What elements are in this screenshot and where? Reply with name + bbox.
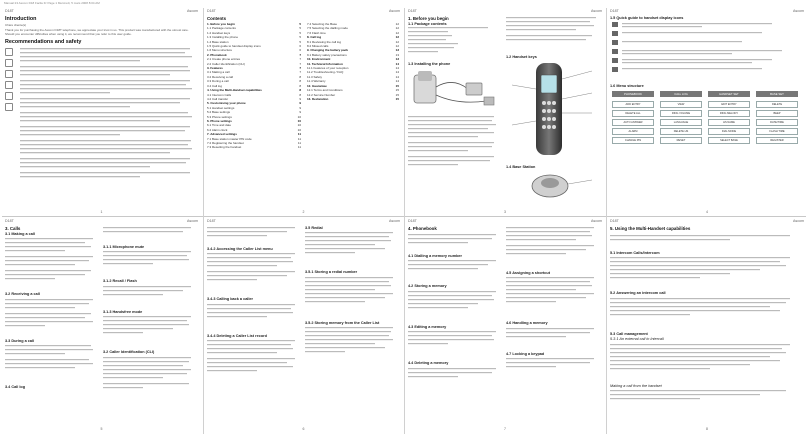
toc-entry-label: 11.4 Warranty <box>307 79 326 84</box>
page-header <box>5 9 198 15</box>
page-number: 1 <box>100 210 103 214</box>
toc-entry-label: 2. Phonebook <box>207 52 227 57</box>
battery-icon <box>5 70 13 78</box>
storing-memory-text <box>408 289 500 319</box>
toc-column-2 <box>307 22 399 150</box>
toc-entry-label: 8. Call log <box>307 35 322 40</box>
menu-item-box: RING VOLUME <box>660 110 702 117</box>
menu-item-box: RING MELODY <box>708 110 750 117</box>
handsfree-heading: 3.1.3 Handsfree mode <box>103 309 143 314</box>
header-brand: Ascom <box>389 9 400 13</box>
toc-entry-page: 12 <box>395 26 399 31</box>
header-model: D18T <box>5 9 14 13</box>
toc-entry-page: 7 <box>299 57 301 62</box>
toc-entry-label: 5.1 Handset settings <box>207 105 235 110</box>
toc-entry-page: 8 <box>299 74 301 79</box>
receiving-call-text <box>5 297 97 333</box>
menu-item-box: CHANGE PIN <box>612 137 654 144</box>
menu-item-box: FLASH TIME <box>756 128 798 135</box>
toc-entry-label: 11.1 Features of your reception <box>307 66 349 71</box>
toc-entry-label: 11.3 Safety <box>307 74 322 79</box>
toc-entry-page: 15 <box>395 83 399 88</box>
toc-entry-page: 11 <box>297 140 301 145</box>
header-model: D18T <box>207 219 216 223</box>
intro-sub: Chère cliente(s) <box>5 23 27 28</box>
caller-id-text <box>103 355 195 395</box>
toc-entry-label: 7.1 Base station master PIN code <box>207 136 252 141</box>
header-brand: Ascom <box>187 219 198 223</box>
toc-entry-page: 8 <box>299 88 301 93</box>
toc-entry-label: 1.5 Quick guide to handset display icons <box>207 44 261 49</box>
toc-entry-page: 15 <box>395 96 399 101</box>
toc-entry-label: 7.4 Selecting the Base <box>307 22 338 26</box>
page-header <box>207 9 400 15</box>
safety-text-block <box>20 46 198 186</box>
toc-entry-page: 14 <box>395 66 399 71</box>
making-call-handset-heading: Making a call from the handset <box>610 383 662 388</box>
toc-entry-label: 7.6 Flash time <box>307 30 326 35</box>
toc-entry-label: 6. Phone settings <box>207 118 232 123</box>
phonebook-title: 4. Phonebook <box>408 226 437 231</box>
toc-entry-label: 13. Declaration <box>307 96 329 101</box>
toc-entry-page: 5 <box>299 22 301 26</box>
caller-id-heading: 3.2 Caller Identification (CLI) <box>103 350 155 355</box>
header-brand: Ascom <box>793 9 804 13</box>
menu-item-box: DELETE <box>756 101 798 108</box>
toc-entry-label: 3.2 Receiving a call <box>207 74 234 79</box>
contents-title: Contents <box>207 16 227 21</box>
warning-icon <box>5 81 13 89</box>
page-4 <box>610 9 804 214</box>
toc-entry-label: 7.2 Registering the handset <box>207 140 244 145</box>
toc-entry-label: 1. Before you begin <box>207 22 235 26</box>
during-call-text <box>5 343 97 379</box>
toc-entry-page: 8 <box>299 79 301 84</box>
editing-memory-heading: 4.3 Editing a memory <box>408 324 447 329</box>
handling-memory-text <box>506 326 598 346</box>
toc-entry-label: 1.4 Base station <box>207 39 229 44</box>
toc-entry-page: 10 <box>297 123 301 128</box>
caller-list-menu-heading: 3.4.2 Accessing the Caller List menu <box>207 247 273 251</box>
multi-handset-intro-text <box>610 233 800 245</box>
storing-memory-heading: 4.2 Storing a memory <box>408 284 447 289</box>
deleting-memory-heading: 4.4 Deleting a memory <box>408 361 449 366</box>
column-divider-3 <box>606 8 607 434</box>
toc-entry-label: 1.3 Installing the phone <box>207 35 239 40</box>
toc-entry-page: 14 <box>395 61 399 66</box>
menu-item-box: REGISTER <box>756 137 798 144</box>
answering-intercom-heading: 5.2 Answering an intercom call <box>610 291 666 296</box>
toc-entry-page: 7 <box>299 70 301 75</box>
recall-flash-heading: 3.1.2 Recall / Flash <box>103 279 137 284</box>
toc-entry-label: 12.1 Terms and Conditions <box>307 88 343 93</box>
assigning-shortcut-heading: 4.5 Assigning a shortcut <box>506 271 550 275</box>
menu-item-box: VIEW <box>660 101 702 108</box>
intro-text: Thank you for purchasing the Ascom D18T telephone, we appreciate your trust in us. This product was manufactured with the utmost care. Should you encounter difficulties when using it, we recommend that you refer to this user guide. <box>5 27 189 36</box>
call-management-heading: 5.3 Call management <box>610 331 648 336</box>
toc-entry-page: 12 <box>395 22 399 26</box>
menu-item-box: LANGUAGE <box>660 119 702 126</box>
toc-entry-label: 1.6 Menu structure <box>207 48 233 53</box>
page-number: 5 <box>100 427 103 431</box>
toc-entry-page: 9 <box>299 96 301 101</box>
toc-entry-label: 2.1 Create phone entries <box>207 57 241 62</box>
toc-entry-label: 5.3 Phone settings <box>207 114 232 119</box>
toc-entry-page: 6 <box>299 44 301 49</box>
receiving-call-heading: 3.2 Receiving a call <box>5 292 40 297</box>
page-number: 3 <box>504 210 506 214</box>
toc-entry-label: 8.1 Reviewing the call log <box>307 39 342 44</box>
during-call-heading: 3.3 During a call <box>5 338 35 343</box>
header-brand: Ascom <box>591 9 602 13</box>
toc-entry-label: 7. Advanced settings <box>207 132 237 137</box>
menu-item-box: AUTO ANSWER <box>612 119 654 126</box>
menu-item-box: SELECT BASE <box>708 137 750 144</box>
menu-item-box: EDIT ENTRY <box>708 101 750 108</box>
page-number: 6 <box>302 427 305 431</box>
toc-entry-page: 15 <box>395 92 399 97</box>
toc-entry-page: 12 <box>395 39 399 44</box>
menu-structure-diagram <box>610 89 800 207</box>
microphone-mute-heading: 3.1.1 Microphone mute <box>103 245 145 249</box>
storing-redial-text <box>305 275 397 315</box>
page-header <box>610 219 804 225</box>
menu-column-header: PHONEBOOK <box>612 91 654 97</box>
toc-entry-page: 12 <box>395 35 399 40</box>
recycle-bin-icon <box>5 59 13 67</box>
display-icons-heading: 1.5 Quick guide to handset display icons <box>610 16 684 20</box>
toc-entry-label: 6.2 Alarm clock <box>207 127 228 132</box>
menu-item-box: HS NAME <box>708 119 750 126</box>
menu-item-box: DELETE HS <box>660 128 702 135</box>
locking-keypad-text <box>506 356 598 376</box>
menu-item-box: ADD ENTRY <box>612 101 654 108</box>
answering-intercom-text <box>610 296 800 326</box>
before-you-begin-title: 1. Before you begin <box>408 16 449 21</box>
menu-structure-heading: 1.6 Menu structure <box>610 84 644 89</box>
page-7 <box>408 219 602 431</box>
page-8 <box>610 219 804 431</box>
toc-entry-label: 4.2 Call transfer <box>207 96 229 101</box>
toc-entry-label: 3. Features <box>207 66 223 71</box>
toc-entry-page: 10 <box>297 114 301 119</box>
caller-list-menu-text <box>207 251 299 291</box>
toc-entry-page: 10 <box>297 127 301 132</box>
toc-entry-page: 5 <box>299 30 301 35</box>
toc-entry-label: 3.1 Making a call <box>207 70 230 75</box>
recommendations-title: Recommendations and safety <box>5 38 82 45</box>
toc-entry-label: 9.1 Battery safety precautions <box>307 52 347 57</box>
page-number: 2 <box>302 210 305 214</box>
toc-entry-page: 9 <box>299 110 301 115</box>
header-model: D18T <box>5 219 14 223</box>
toc-entry-page: 8 <box>299 92 301 97</box>
safety-icons <box>5 48 15 186</box>
calling-back-heading: 3.4.3 Calling back a caller <box>207 297 254 302</box>
call-log-heading: 3.4 Call log <box>5 385 26 390</box>
page-1 <box>5 9 198 214</box>
microphone-mute-text <box>103 249 195 273</box>
toc-entry-page: 5 <box>299 39 301 44</box>
toc-entry-label: 4.1 Intercom Calls <box>207 92 232 97</box>
header-model: D18T <box>610 9 619 13</box>
toc-column-1 <box>207 22 301 150</box>
toc-entry-page: 5 <box>299 35 301 40</box>
storing-redial-heading: 3.5.1 Storing a redial number <box>305 270 358 275</box>
redial-heading: 3.5 Redial <box>305 226 323 230</box>
toc-entry-page: 13 <box>395 48 399 53</box>
toc-entry <box>307 97 399 101</box>
menu-column-header: CALL LOG <box>660 91 702 97</box>
external-call-text <box>610 342 800 378</box>
installing-phone-heading: 1.3 Installing the phone <box>408 62 451 67</box>
handsfree-text <box>103 314 195 344</box>
column-divider-2 <box>404 8 405 434</box>
toc-entry-page: 13 <box>395 52 399 57</box>
installation-diagram <box>408 67 498 109</box>
toc-entry-label: 7.3 Resetting the handset <box>207 145 242 150</box>
introduction-title: Introduction <box>5 16 37 22</box>
toc-entry-page: 6 <box>299 48 301 53</box>
page-number: 8 <box>706 427 708 431</box>
toc-entry-label: 3.3 During a call <box>207 79 229 84</box>
header-brand: Ascom <box>591 219 602 223</box>
dialling-memory-heading: 4.1 Dialling a memory number <box>408 254 463 258</box>
toc-entry-page: 12 <box>395 44 399 49</box>
base-station-heading: 1.4 Base Station <box>506 165 536 170</box>
toc-entry-page: 7 <box>299 66 301 71</box>
making-call-text <box>5 236 97 286</box>
storing-caller-list-text <box>305 325 397 365</box>
header-brand: Ascom <box>389 219 400 223</box>
multi-handset-title: 5. Using the Multi-Handset capabilities <box>610 226 691 231</box>
menu-item-box: ALARM <box>612 128 654 135</box>
page-number: 7 <box>504 427 506 431</box>
toc-entry-page: 13 <box>395 57 399 62</box>
toc-entry-label: 12.2 Service Number <box>307 92 336 97</box>
page-number: 4 <box>706 210 708 214</box>
assigning-shortcut-text <box>506 275 598 315</box>
storing-caller-list-heading: 3.5.2 Storing memory from the Caller List <box>305 320 380 325</box>
external-call-intercall-heading: 5.3.1 An external call in Intercall <box>610 337 664 342</box>
deleting-caller-text <box>207 338 299 388</box>
deleting-memory-text <box>408 366 500 386</box>
making-call-heading: 3.1 Making a call <box>5 232 35 236</box>
col2-top-text <box>506 225 598 265</box>
menu-item-box: DIAL MODE <box>708 128 750 135</box>
page-5 <box>5 219 198 431</box>
toc-entry-label: 1.1 Package contents <box>207 26 236 31</box>
dialling-memory-text <box>408 258 500 278</box>
col2-top-text <box>103 225 195 239</box>
redial-text <box>305 230 397 264</box>
column-divider-1 <box>203 8 204 434</box>
toc-entry-label: 5. Customising your phone <box>207 101 246 106</box>
toc-entry-label: 9. Changing the battery pack <box>307 48 349 53</box>
calls-title: 3. Calls <box>5 226 21 231</box>
intercom-calls-text <box>610 255 800 285</box>
water-icon <box>5 103 13 111</box>
intercom-calls-heading: 5.1 Intercom Calls/Intercom <box>610 251 660 255</box>
toc-entry-label: 7.5 Selecting the dialling mode <box>307 26 348 31</box>
handset-keys-heading: 1.2 Handset keys <box>506 55 537 59</box>
toc-entry-page: 15 <box>395 88 399 93</box>
toc-entry-page: 7 <box>299 61 301 66</box>
toc-entry-page: 8 <box>299 83 301 88</box>
toc-entry-page: 11 <box>297 132 301 137</box>
header-model: D18T <box>610 219 619 223</box>
base-station-illustration <box>506 170 600 200</box>
toc-entry-page: 10 <box>297 118 301 123</box>
menu-column-header: BASE SET <box>756 91 798 97</box>
toc-entry-page: 11 <box>297 136 301 141</box>
ce-mark-icon <box>5 48 13 56</box>
phonebook-intro-text <box>408 232 500 248</box>
making-call-handset-text <box>610 388 800 404</box>
locking-keypad-heading: 4.7 Locking a keypad <box>506 351 545 356</box>
header-model: D18T <box>408 9 417 13</box>
toc-entry-label: 12. Guarantee <box>307 83 327 88</box>
toc-entry-page: 5 <box>299 26 301 31</box>
recall-flash-text <box>103 284 195 304</box>
col1-top-text <box>207 225 299 241</box>
toc-entry-label: 11. Technical Information <box>307 61 343 66</box>
toc-entry-page: 12 <box>395 30 399 35</box>
menu-item-box: BEEP <box>756 110 798 117</box>
toc-entry-page: 9 <box>299 105 301 110</box>
toc-entry-label: 8.2 Missed calls <box>307 44 329 49</box>
toc-entry-label: 3.4 Call log <box>207 83 223 88</box>
toc-entry-label: 6.1 Time and date <box>207 123 232 128</box>
header-model: D18T <box>408 219 417 223</box>
menu-item-box: DATE/TIME <box>756 119 798 126</box>
page-3 <box>408 9 602 214</box>
toc-entry-label: 4. Using the Multi-Handset capabilities <box>207 88 262 93</box>
header-brand: Ascom <box>187 9 198 13</box>
power-plug-icon <box>5 92 13 100</box>
print-mark: Manual:13 Ascom D18 Facile:Fr Page 1 Mercredi, 5 mars 2008 8:04 AM <box>4 1 100 5</box>
handset-keys-intro-text <box>506 15 600 49</box>
toc-entry-label: 11.2 Troubleshooting / FAQ <box>307 70 344 75</box>
installation-steps-text <box>408 114 498 184</box>
toc-entry-label: 5.2 Base settings <box>207 110 231 115</box>
toc-entry-label: 10. Environment <box>307 57 331 62</box>
toc-entry-page: 11 <box>297 145 301 150</box>
deleting-caller-heading: 3.4.4 Deleting a Caller List record <box>207 333 267 338</box>
page-header <box>610 9 804 15</box>
menu-item-box: DELETE ALL <box>612 110 654 117</box>
handling-memory-heading: 4.6 Handling a memory <box>506 321 548 326</box>
calling-back-text <box>207 302 299 328</box>
page-6 <box>207 219 400 431</box>
menu-column-header: HANDSET SET <box>708 91 750 97</box>
display-icon-list <box>610 20 800 78</box>
toc-entry <box>207 145 301 149</box>
toc-entry-page: 14 <box>395 79 399 84</box>
header-model: D18T <box>207 9 216 13</box>
toc-entry-page: 14 <box>395 74 399 79</box>
handset-illustration <box>506 59 600 159</box>
editing-memory-text <box>408 329 500 355</box>
toc-entry-page: 9 <box>299 101 301 106</box>
toc-entry-page: 7 <box>299 52 301 57</box>
package-contents-text <box>408 26 498 56</box>
toc-entry-label: 1.2 Handset keys <box>207 30 231 35</box>
header-brand: Ascom <box>793 219 804 223</box>
package-contents-heading: 1.1 Package contents <box>408 22 447 26</box>
toc-entry-page: 14 <box>395 70 399 75</box>
menu-item-box: RESET <box>660 137 702 144</box>
page-2 <box>207 9 400 214</box>
toc-entry-label: 2.2 Caller Identification (CLI) <box>207 61 246 66</box>
